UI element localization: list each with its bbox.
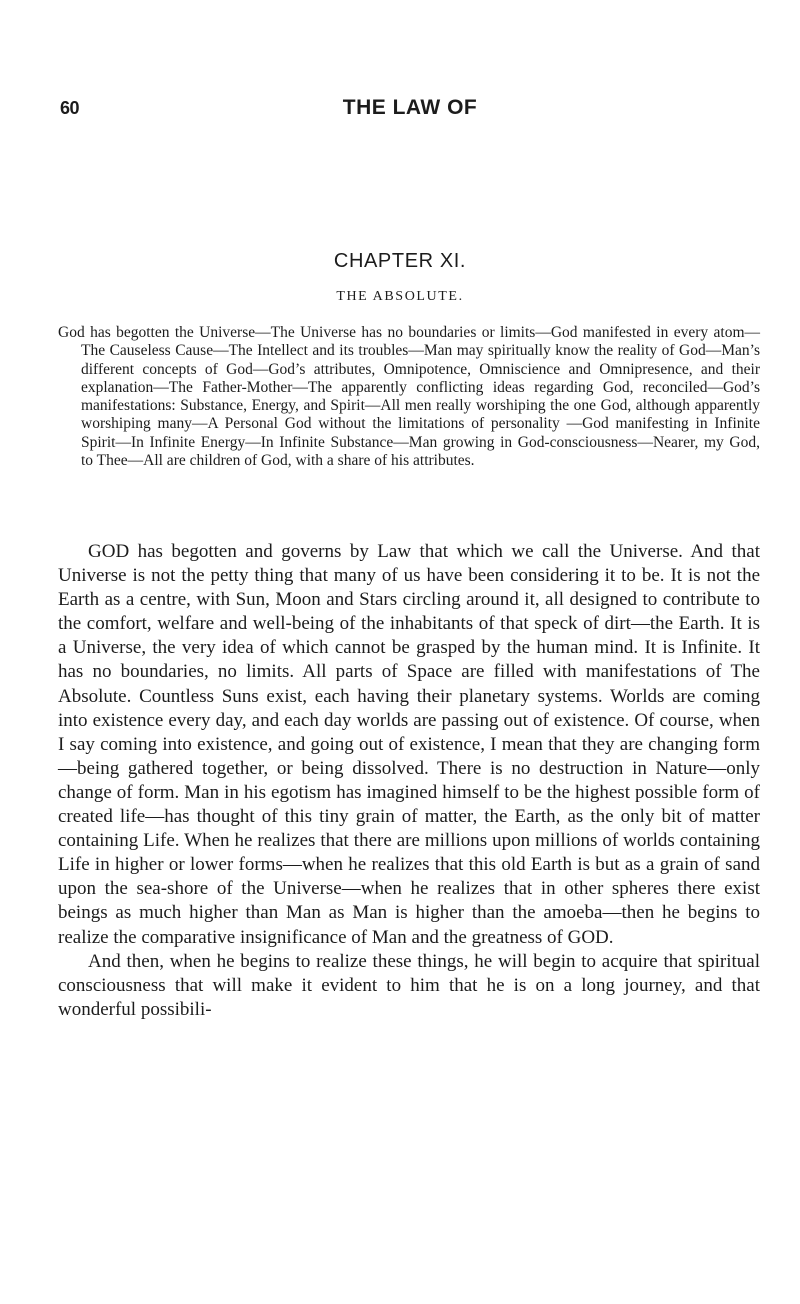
page-number: 60 (60, 98, 80, 118)
chapter-subheading: THE ABSOLUTE. (336, 289, 464, 304)
running-title: THE LAW OF (342, 96, 478, 119)
paragraph: And then, when he begins to realize these things, he will begin to acquire that spiritual consciousness that will make it evident to him that he is on a long journey, and that wonderful possibili- (58, 950, 760, 1020)
paragraph: GOD has begotten and governs by Law that which we call the Universe. And that Universe is not the petty thing that many of us have been considering it to be. It is not the Earth as a centre, with Sun, Moon and Stars circling around it, all designed to contribute to the comfort, welfare and well-being of the inhabitants of that speck of dirt—the Earth. It is a Universe, the very idea of which cannot be grasped by the human mind. It is Infinite. It has no boundaries, no limits. All parts of Space are filled with manifestations of The Absolute. Countless Suns exist, each having their planetary systems. Worlds are coming into existence every day, and each day worlds are passing out of existence. Of course, when I say coming into existence, and going out of existence, I mean that they are changing form—being gathered together, or being dissolved. There is no destruction in Nature—only change of form. Man in his egotism has imagined himself to be the highest possible form of created life—has thought of this tiny grain of matter, the Earth, as the only bit of matter containing Life. When he realizes that there are millions upon millions of worlds containing Life in higher or lower forms—when he realizes that this old Earth is but as a grain of sand upon the sea-shore of the Universe—when he realizes that in other spheres there exist beings as much higher than Man as Man is higher than the amoeba—then he begins to realize the comparative insignificance of Man and the greatness of GOD. (58, 541, 760, 948)
chapter-synopsis (58, 324, 760, 470)
running-header (60, 96, 760, 126)
body-text (58, 540, 760, 1022)
synopsis-text: God has begotten the Universe—The Universe has no boundaries or limits—God manifested in every atom—The Causeless Cause—The Intellect and its troubles—Man may spiritually know the reality of God—Man’s different concepts of God—God’s attributes, Omnipotence, Omniscience and Omnipresence, and their explanation—The Father-Mother—The apparently conflicting ideas regarding God, reconciled—God’s manifestations: Substance, Energy, and Spirit—All men really worshiping the one God, although apparently worshiping many—A Personal God without the limitations of personality —God manifesting in Infinite Spirit—In Infinite Energy—In Infinite Substance—Man growing in God-consciousness—Nearer, my God, to Thee—All are children of God, with a share of his attributes. (58, 324, 760, 470)
chapter-heading: CHAPTER XI. (333, 250, 467, 272)
